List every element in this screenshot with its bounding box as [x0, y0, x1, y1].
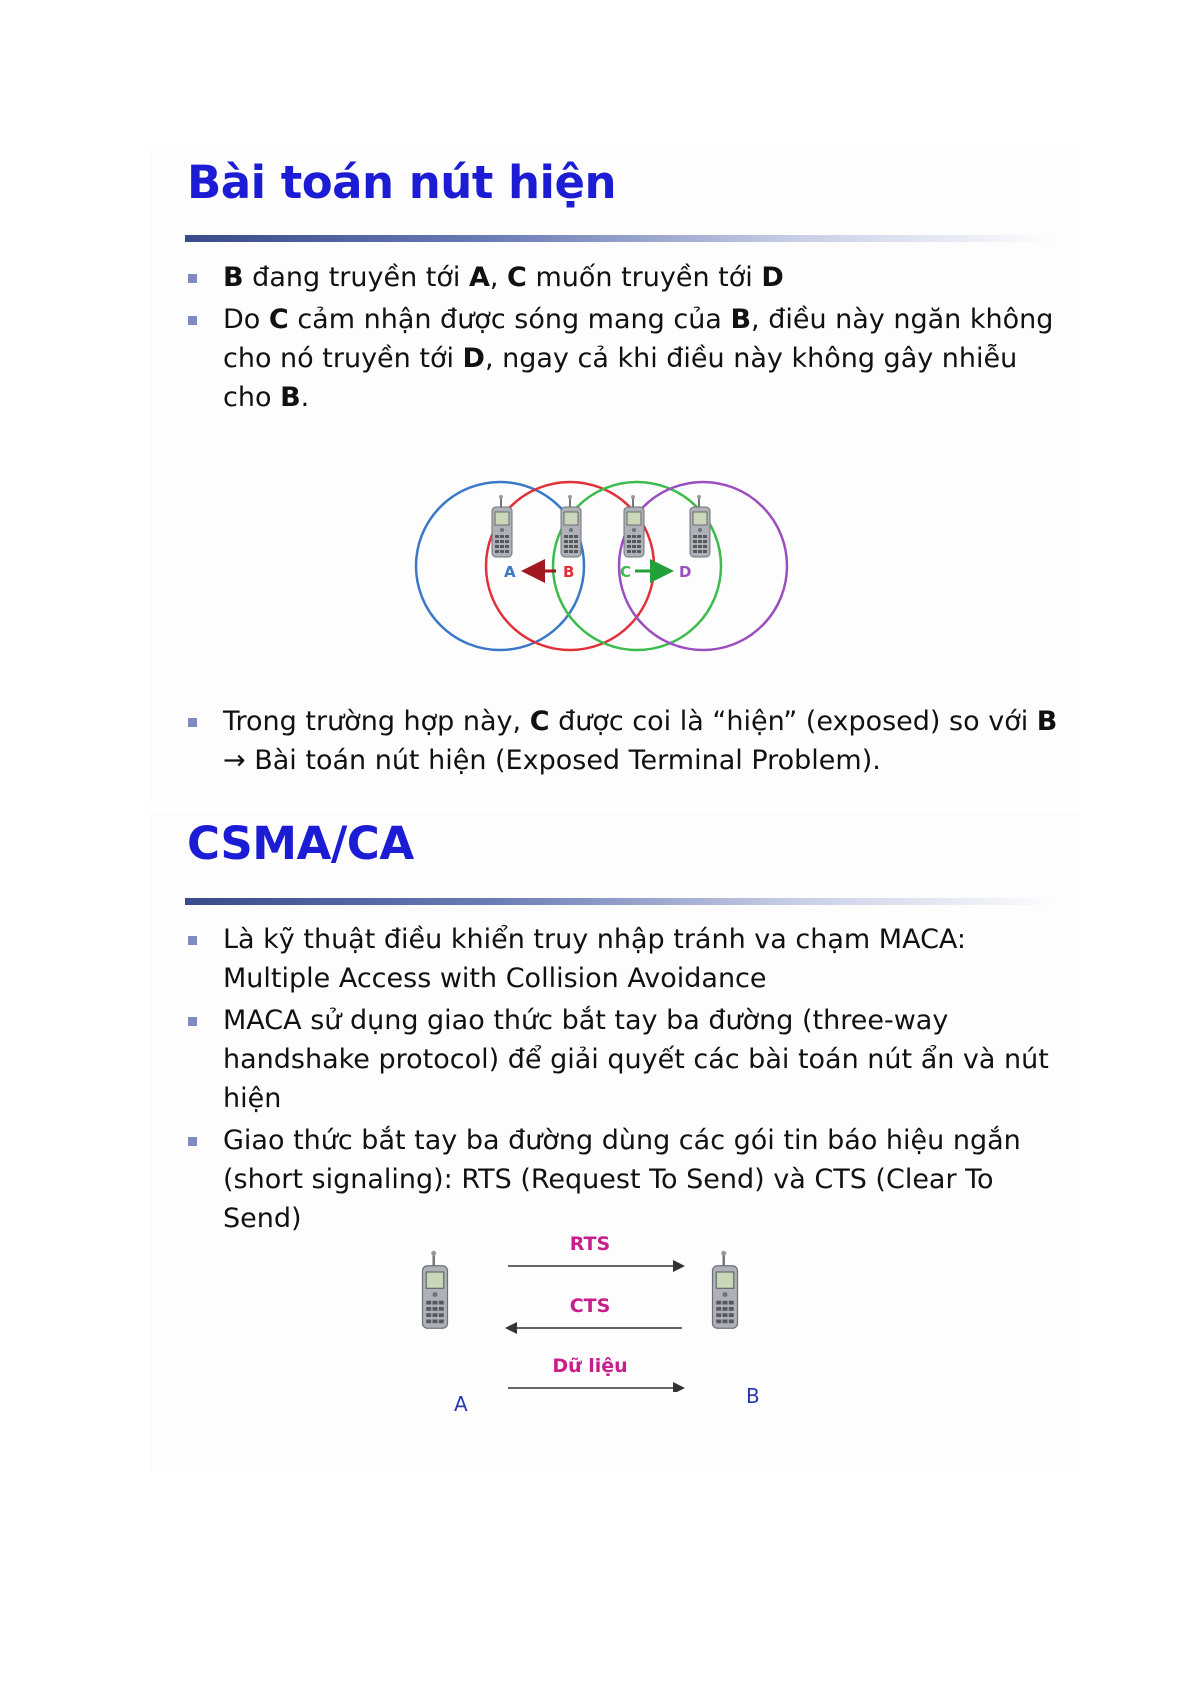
node-label-a: A	[454, 1392, 468, 1416]
node-label-b: B	[746, 1384, 760, 1408]
node-label-b: B	[563, 563, 575, 581]
node-label-a: A	[504, 563, 516, 581]
bullet-item: Giao thức bắt tay ba đường dùng các gói tin báo hiệu ngắn (short signaling): RTS (Request To Send) và CTS (Clear To Send)	[185, 1121, 1065, 1238]
slide-title: Bài toán nút hiện	[187, 156, 617, 209]
slide-title: CSMA/CA	[187, 817, 414, 870]
phone-a-icon	[492, 495, 512, 557]
node-label-d: D	[679, 563, 692, 581]
exposed-terminal-diagram	[410, 476, 810, 656]
msg-data-label: Dữ liệu	[552, 1355, 628, 1377]
bullet-list	[185, 702, 1065, 783]
slide-csma-ca	[150, 812, 1080, 1472]
bullet-item: Là kỹ thuật điều khiển truy nhập tránh va chạm MACA: Multiple Access with Collision Avoidance	[185, 920, 1065, 998]
bullet-item: MACA sử dụng giao thức bắt tay ba đường (three-way handshake protocol) để giải quyết các bài toán nút ẩn và nút hiện	[185, 1001, 1065, 1118]
bullet-item: B đang truyền tới A, C muốn truyền tới D	[185, 258, 1065, 297]
phone-b-icon	[561, 495, 581, 557]
slide-exposed-terminal	[150, 146, 1080, 806]
title-divider	[185, 235, 1065, 242]
bullet-item: Trong trường hợp này, C được coi là “hiện” (exposed) so với B → Bài toán nút hiện (Exposed Terminal Problem).	[185, 702, 1065, 780]
handshake-diagram	[420, 1222, 760, 1392]
bullet-item: Do C cảm nhận được sóng mang của B, điều này ngăn không cho nó truyền tới D, ngay cả khi điều này không gây nhiễu cho B.	[185, 300, 1065, 417]
bullet-list	[185, 258, 1065, 420]
msg-cts-label: CTS	[569, 1295, 611, 1317]
title-divider	[185, 898, 1065, 905]
msg-rts-label: RTS	[569, 1233, 611, 1255]
bullet-list	[185, 920, 1065, 1241]
phone-b-icon	[713, 1251, 738, 1329]
phone-a-icon	[423, 1251, 448, 1329]
node-label-c: C	[620, 563, 632, 581]
